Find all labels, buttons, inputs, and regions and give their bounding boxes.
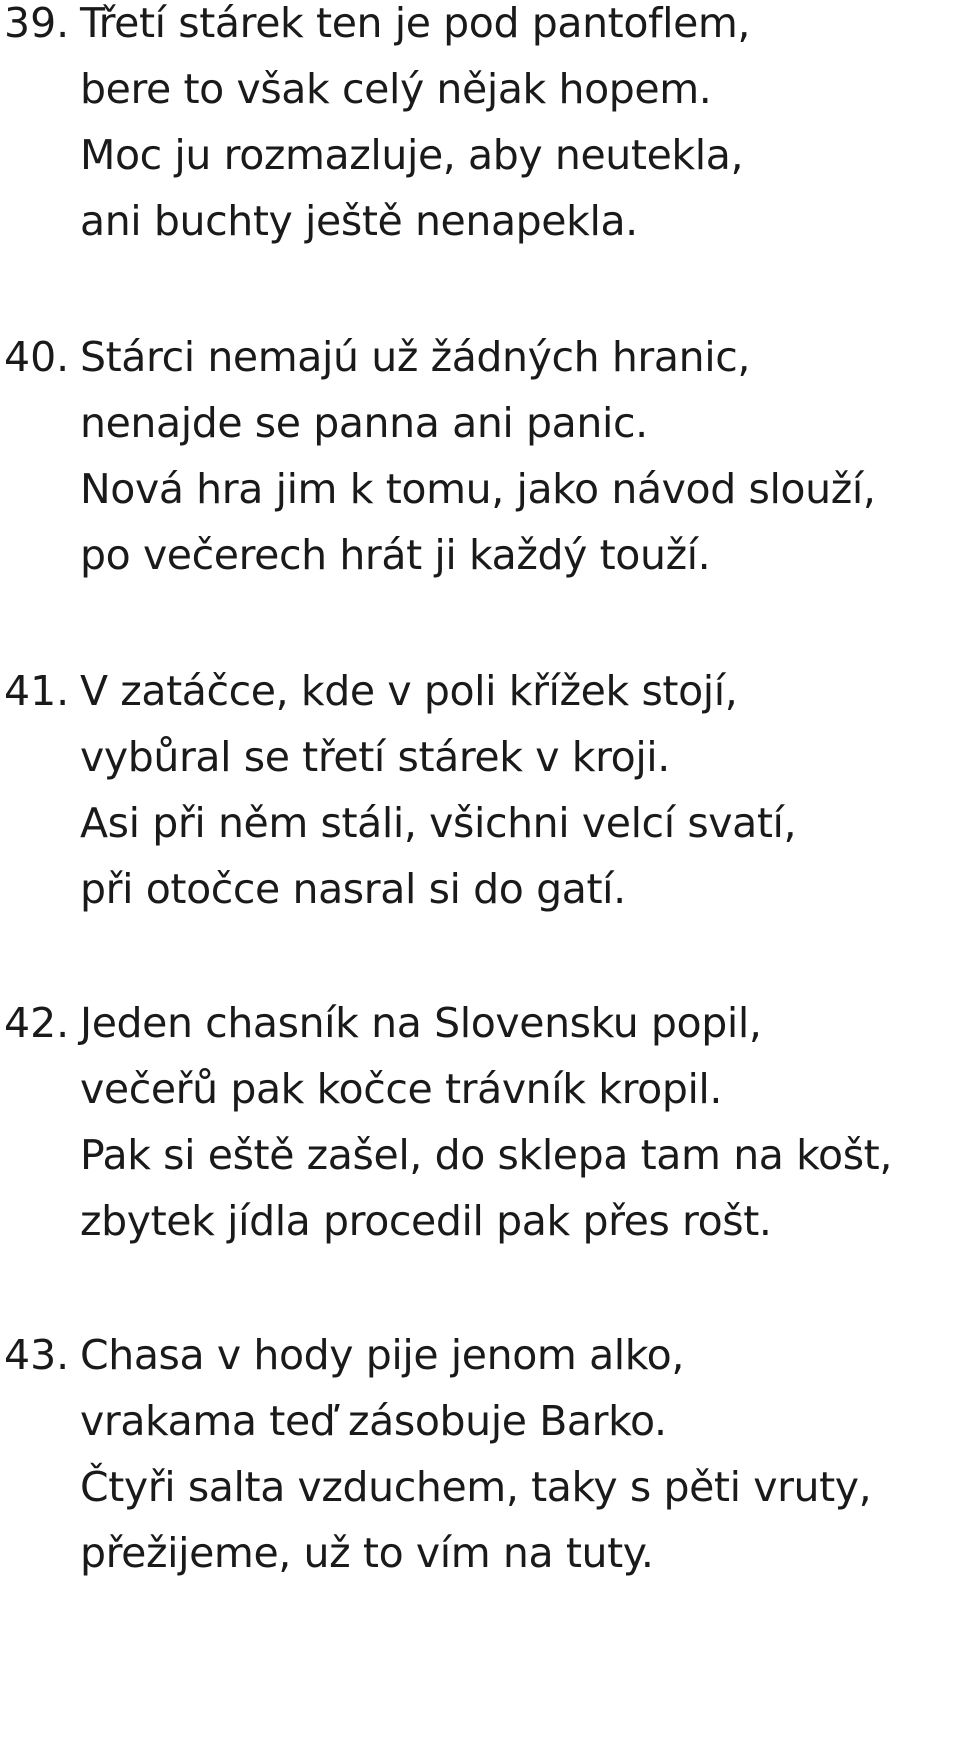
verse-line: Čtyři salta vzduchem, taky s pěti vruty, (80, 1463, 872, 1511)
verse-line: nenajde se panna ani panic. (80, 399, 648, 447)
verse-line: Nová hra jim k tomu, jako návod slouží, (80, 465, 876, 513)
verse-line: Jeden chasník na Slovensku popil, (80, 999, 762, 1047)
stanza-number: 41. (4, 667, 70, 715)
verse-line: Stárci nemajú už žádných hranic, (80, 333, 750, 381)
verse-line: Asi při něm stáli, všichni velcí svatí, (80, 799, 797, 847)
stanza-number: 40. (4, 333, 70, 381)
verse-line: V zatáčce, kde v poli křížek stojí, (80, 667, 738, 715)
verse-line: přežijeme, už to vím na tuty. (80, 1529, 654, 1577)
verse-line: Moc ju rozmazluje, aby neutekla, (80, 131, 744, 179)
verse-line: vybůral se třetí stárek v kroji. (80, 733, 670, 781)
verse-line: ani buchty ještě nenapekla. (80, 197, 638, 245)
verse-line: Chasa v hody pije jenom alko, (80, 1331, 684, 1379)
verse-line: bere to však celý nějak hopem. (80, 65, 712, 113)
verse-line: po večerech hrát ji každý touží. (80, 531, 711, 579)
verse-line: večeřů pak kočce trávník kropil. (80, 1065, 723, 1113)
verse-line: Třetí stárek ten je pod pantoflem, (80, 0, 751, 47)
verse-line: při otočce nasral si do gatí. (80, 865, 626, 913)
verse-line: zbytek jídla procedil pak přes rošt. (80, 1197, 772, 1245)
verse-line: vrakama teď zásobuje Barko. (80, 1397, 667, 1445)
verse-line: Pak si eště zašel, do sklepa tam na košt, (80, 1131, 892, 1179)
stanza-number: 43. (4, 1331, 70, 1379)
stanza-number: 39. (4, 0, 70, 47)
stanza-number: 42. (4, 999, 70, 1047)
